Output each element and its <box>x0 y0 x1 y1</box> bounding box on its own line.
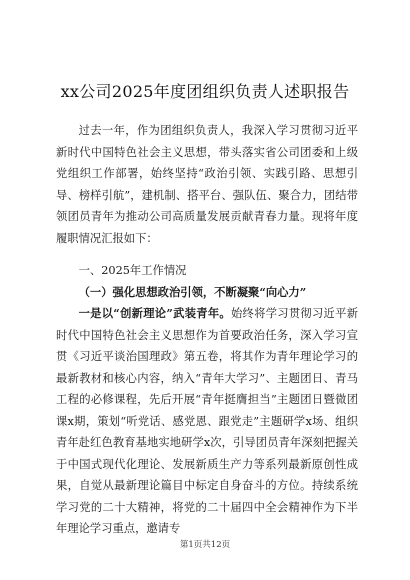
subsection-heading: （一）强化思想政治引领，不断凝聚“向心力” <box>78 284 307 299</box>
paragraph-text: 始终将学习贯彻习近平新时代中国特色社会主义思想作为首要政治任务，深入学习宣贯《习近平谈治国理政》第五卷，将其作为青年理论学习的最新教材和核心内容，纳入“青年大学习”、主题团日、青马工程的必修课程，先后开展“青年挺膺担当”主题团日暨微团课x期，策划“听党话、感党恩、跟党走”主题研学x场、组织青年赴红色教育基地实地研学x次，引导团员青年深刻把握关于中国式现代化理论、发展新质生产力等系列最新原创性成果，自觉从最新理论篇目中标定自身奋斗的方位。持续系统学习党的二十大精神，将党的二十届四中全会精神作为下半年理论学习重点，邀请专 <box>56 307 358 535</box>
document-title: xx公司2025年度团组织负责人述职报告 <box>60 82 350 101</box>
document-body <box>56 120 358 540</box>
paragraph-lead: 一是以“创新理论”武装青年。 <box>78 306 231 320</box>
work-paragraph <box>56 303 358 540</box>
section-heading: 一、2025年工作情况 <box>78 264 187 277</box>
paragraph-gap <box>56 249 358 260</box>
intro-paragraph: 过去一年，作为团组织负责人，我深入学习贯彻习近平新时代中国特色社会主义思想，带头落实省公司团委和上级党组织工作部署，始终坚持“政治引领、实践引路、思想引导、榜样引航”，建机制、搭平台、强队伍、聚合力，团结带领团员青年为推动公司高质量发展贡献青春力量。现将年度履职情况汇报如下： <box>56 124 358 245</box>
page-number: 第1页共12页 <box>179 540 231 550</box>
